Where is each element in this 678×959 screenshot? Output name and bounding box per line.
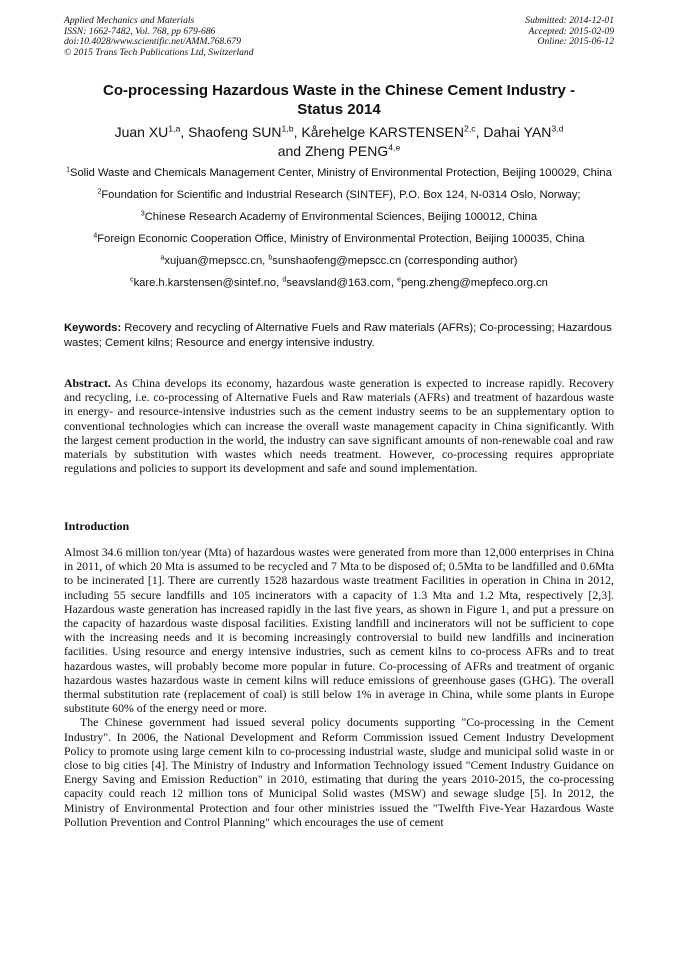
affiliation-1: [64, 165, 614, 181]
abstract-text: As China develops its economy, hazardous waste generation is expected to increase rapidly. Recovery and recycling, i.e. co-processing of Alternative Fuels and Raw materials (AFRs) and treatment of hazardous waste in energy- and resource-intensive industries such as the cement industry seems to be an supplementary option to conventional technologies which can increase the overall waste management capacity in China significantly. With the largest cement production in the world, the industry can save significant amounts of non-renewable coal and raw materials by substitution with wastes which needs treatment. However, co-processing requires appropriate regulations and policies to support its development and safe and sound implementation.: [64, 376, 614, 476]
author-name: Juan XU: [114, 124, 169, 140]
email-line-2: [64, 275, 614, 291]
affiliation-text: Foundation for Scientific and Industrial Research (SINTEF), P.O. Box 124, N-0314 Oslo, Norway;: [101, 189, 581, 201]
affiliation-mark: 4: [93, 232, 98, 240]
author-separator: ,: [475, 124, 484, 140]
journal-copyright: © 2015 Trans Tech Publications Ltd, Switzerland: [64, 46, 254, 58]
abstract-label: Abstract.: [64, 376, 111, 390]
email-mark: e: [397, 276, 401, 284]
affiliation-4: [64, 231, 614, 247]
email-address: sunshaofeng@mepscc.cn (corresponding author): [272, 255, 518, 267]
title-line-2: Status 2014: [297, 101, 381, 118]
author-affiliation-mark: 3,d: [551, 123, 564, 134]
affiliation-2: [64, 187, 614, 203]
email-address: xujuan@mepscc.cn,: [164, 255, 269, 267]
title-line-1: Co-processing Hazardous Waste in the Chinese Cement Industry -: [102, 82, 576, 99]
email-address: kare.h.karstensen@sintef.no,: [133, 277, 283, 289]
author-name: Kårehelge KARSTENSEN: [301, 124, 465, 140]
author-name: Shaofeng SUN: [188, 124, 282, 140]
paragraph: Almost 34.6 million ton/year (Mta) of hazardous wastes were generated from more than 12,000 enterprises in China in 2011, of which 20 Mta is assumed to be recycled and 7 Mta to be disposed of; 0.5Mta to be landfilled and 0.6Mta to be incinerated [1]. There are currently 1528 hazardous waste treatment Facilities in operation in China in 2012, including 55 secure landfills and 105 incinerators with a capacity of 1.3 Mta and 1.2 Mta, respectively [2,3]. Hazardous waste generation has increased rapidly in the last five years, as shown in Figure 1, and put a pressure on the capacity of hazardous waste disposal facilities. Existing landfill and incinerators will not be sufficient to cope with the increasing needs and it is becoming increasingly controversial to build new landfills and incineration facilities. Using resource and energy intensive industries, such as cement kilns to co-process AFRs and to treat hazardous wastes, will probably become more popular in future. Co-processing of AFRs and treatment of organic hazardous wastes hazardous waste in cement kilns will reduce emissions of greenhouse gases (GHG). The overall thermal substitution rate (replacement of coal) is still below 1% in average in China, while some plants in Europe substitute 60% of the energy need or more.: [64, 545, 614, 716]
affiliation-text: Chinese Research Academy of Environmental Sciences, Beijing 100012, China: [144, 211, 538, 223]
online-date: Online: 2015-06-12: [537, 36, 614, 47]
author-affiliation-mark: 1,b: [281, 123, 294, 134]
affiliation-text: Foreign Economic Cooperation Office, Ministry of Environmental Protection, Beijing 100035, China: [97, 233, 585, 245]
affiliation-mark: 3: [140, 210, 145, 218]
email-mark: a: [160, 254, 165, 262]
keywords-label: Keywords:: [64, 322, 122, 334]
introduction-body: [64, 545, 614, 829]
affiliation-3: [64, 209, 614, 225]
submitted-date: Submitted: 2014-12-01: [525, 15, 614, 26]
email-mark: d: [282, 276, 287, 284]
author-affiliation-mark: 2,c: [464, 123, 476, 134]
author-list: [64, 123, 614, 161]
email-mark: c: [130, 276, 134, 284]
email-mark: b: [268, 254, 273, 262]
affiliation-text: Solid Waste and Chemicals Management Center, Ministry of Environmental Protection, Beijing 100029, China: [70, 167, 612, 179]
email-address: peng.zheng@mepfeco.org.cn: [400, 277, 548, 289]
paragraph: The Chinese government had issued several policy documents supporting "Co-processing in the Cement Industry". In 2006, the National Development and Reform Commission issued Cement Industry Development Policy to promote using large cement kiln to co-processing industrial waste, sludge and municipal solid waste in or close to big cities [4]. The Ministry of Industry and Information Technology issued "Cement Industry Guidance on Energy Saving and Emission Reduction" in 2010, estimating that during the years 2010-2015, the co-processing capacity could reach 12 million tons of Municipal Solid wastes (MSW) and sewage sludge [5]. In 2012, the Ministry of Environmental Protection and four other ministries issued the "Twelfth Five-Year Hazardous Waste Pollution Prevention and Control Planning" which encourages the use of cement: [64, 715, 614, 829]
section-heading-introduction: Introduction: [64, 519, 130, 533]
publication-dates: [525, 16, 614, 48]
journal-doi: doi:10.4028/www.scientific.net/AMM.768.679: [64, 36, 242, 47]
accepted-date: Accepted: 2015-02-09: [528, 25, 614, 37]
author-separator: ,: [180, 124, 189, 140]
journal-info: [64, 16, 254, 58]
author-separator: ,: [293, 124, 302, 140]
author-name: and Zheng PENG: [277, 143, 389, 159]
affiliation-mark: 2: [97, 188, 102, 196]
email-line-1: [64, 253, 614, 269]
journal-issn: ISSN: 1662-7482, Vol. 768, pp 679-686: [64, 25, 216, 37]
keywords-text: Recovery and recycling of Alternative Fuels and Raw materials (AFRs); Co-processing; Hazardous wastes; Cement kilns; Resource and energy intensive industry.: [64, 322, 612, 349]
paper-title: [64, 81, 614, 119]
author-name: Dahai YAN: [483, 124, 552, 140]
keywords: [64, 321, 614, 351]
author-affiliation-mark: 4,e: [388, 142, 401, 153]
email-address: seavsland@163.com,: [286, 277, 398, 289]
author-affiliation-mark: 1,a: [168, 123, 181, 134]
journal-name: Applied Mechanics and Materials: [64, 15, 195, 26]
affiliations: [64, 165, 614, 297]
abstract: [64, 376, 614, 475]
affiliation-mark: 1: [66, 166, 70, 174]
